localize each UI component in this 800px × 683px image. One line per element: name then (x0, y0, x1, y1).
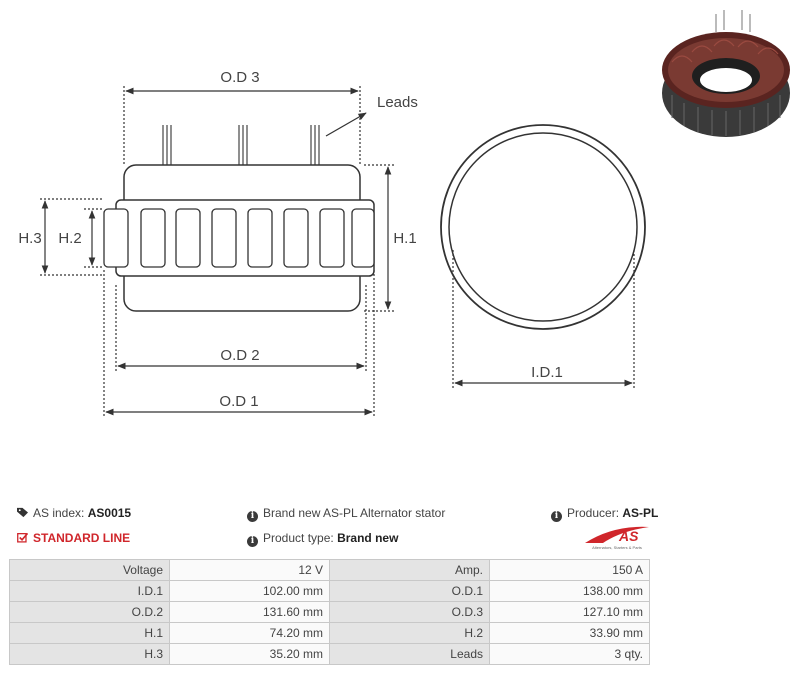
spec-value: 138.00 mm (490, 581, 650, 602)
product-photo (662, 10, 790, 137)
producer-value: AS-PL (622, 506, 659, 520)
label-h2: H.2 (58, 230, 82, 247)
specification-table (9, 559, 650, 665)
spec-label: H.3 (10, 644, 170, 665)
spec-value: 150 A (490, 560, 650, 581)
as-index-value: AS0015 (87, 506, 132, 520)
table-row (10, 581, 650, 602)
product-type-value: Brand new (337, 531, 399, 545)
label-od3: O.D 3 (220, 69, 260, 86)
spec-value: 33.90 mm (490, 623, 650, 644)
spec-value: 74.20 mm (170, 623, 330, 644)
stator-top-view (441, 125, 645, 329)
lead-wires (163, 125, 319, 165)
tag-icon (17, 507, 28, 518)
spec-value: 102.00 mm (170, 581, 330, 602)
spec-label: O.D.1 (330, 581, 490, 602)
spec-value: 3 qty. (490, 644, 650, 665)
label-id1: I.D.1 (531, 364, 563, 381)
table-row (10, 560, 650, 581)
spec-label: Leads (330, 644, 490, 665)
spec-value: 12 V (170, 560, 330, 581)
description (247, 506, 445, 522)
producer-label: Producer: (567, 506, 620, 520)
label-h3: H.3 (18, 230, 42, 247)
spec-label: O.D.2 (10, 602, 170, 623)
info-icon: i (247, 511, 258, 522)
description-text: Brand new AS-PL Alternator stator (263, 506, 446, 520)
spec-label: I.D.1 (10, 581, 170, 602)
table-row (10, 644, 650, 665)
spec-label: O.D.3 (330, 602, 490, 623)
info-icon: i (551, 511, 562, 522)
table-row (10, 602, 650, 623)
spec-value: 127.10 mm (490, 602, 650, 623)
svg-text:Alternators, Starters & Parts: Alternators, Starters & Parts (592, 545, 642, 550)
label-od1: O.D 1 (219, 393, 259, 410)
svg-text:AS: AS (619, 528, 639, 544)
stator-side-view (104, 125, 374, 311)
product-type (247, 531, 398, 547)
spec-label: H.2 (330, 623, 490, 644)
standard-line (17, 531, 130, 545)
spec-label: Amp. (330, 560, 490, 581)
product-type-label: Product type: (263, 531, 334, 545)
label-leads: Leads (377, 94, 418, 111)
spec-label: H.1 (10, 623, 170, 644)
as-index-label: AS index: (33, 506, 85, 520)
label-od2: O.D 2 (220, 347, 260, 364)
as-index (17, 506, 131, 520)
table-row (10, 623, 650, 644)
as-pl-logo (583, 523, 651, 551)
checkbox-icon (17, 532, 28, 543)
spec-label: Voltage (10, 560, 170, 581)
producer (551, 506, 658, 522)
spec-value: 35.20 mm (170, 644, 330, 665)
label-h1: H.1 (393, 230, 417, 247)
info-icon: i (247, 536, 258, 547)
spec-value: 131.60 mm (170, 602, 330, 623)
standard-line-label: STANDARD LINE (33, 531, 131, 545)
